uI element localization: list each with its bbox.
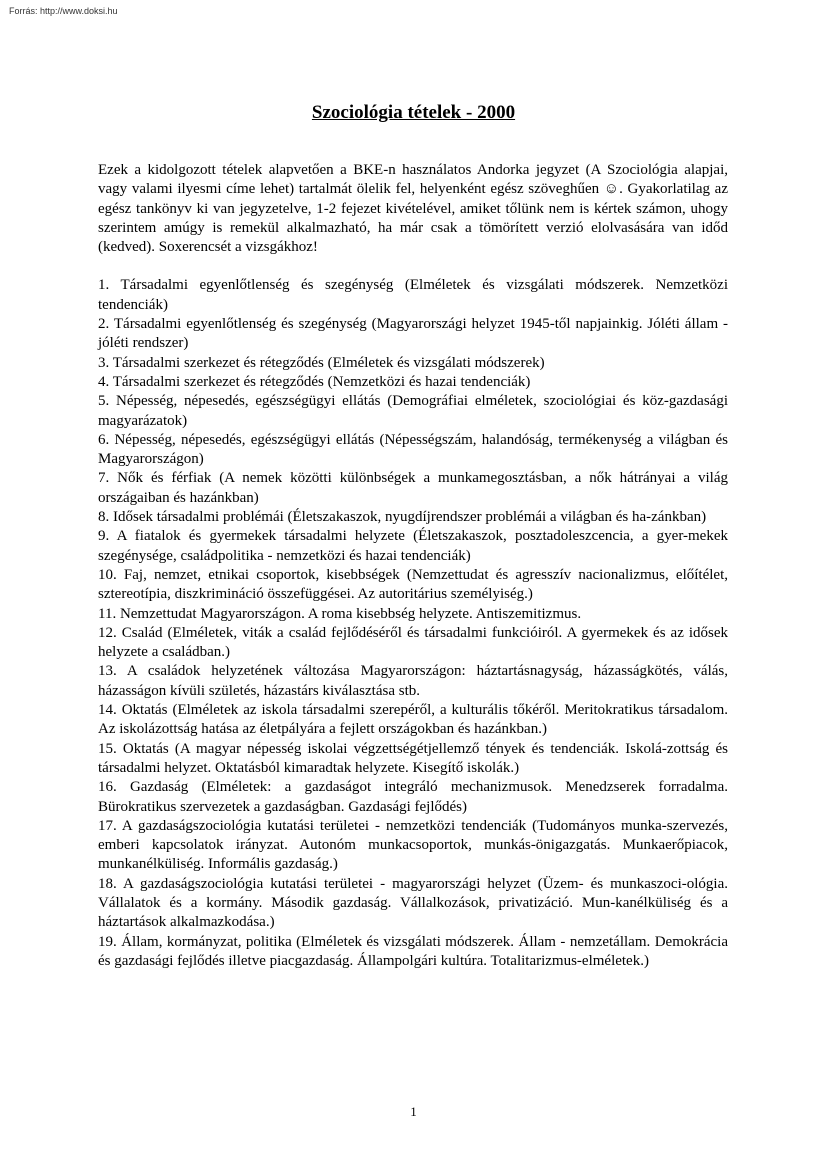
page-title: Szociológia tételek - 2000 [311, 102, 516, 123]
topic-item: 6. Népesség, népesedés, egészségügyi ellátás (Népességszám, halandóság, termékenység a világban és Magyarországon) [98, 431, 728, 468]
topic-item: 16. Gazdaság (Elméletek: a gazdaságot integráló mechanizmusok. Menedzserek forradalma. Bürokratikus szervezetek a gazdaságban. Gazdasági fejlődés) [98, 779, 728, 815]
topic-item: 8. Idősek társadalmi problémái (Életszakaszok, nyugdíjrendszer problémái a világban és ha-zánkban) [98, 509, 707, 526]
topic-item: 2. Társadalmi egyenlőtlenség és szegénység (Magyarországi helyzet 1945-től napjainkig. Jóléti állam - jóléti rendszer) [98, 316, 728, 352]
topic-item: 9. A fiatalok és gyermekek társadalmi helyzete (Életszakaszok, posztadoleszcencia, a gyer-mekek szegénysége, családpolitika - nemzetközi és hazai tendenciák) [98, 528, 728, 564]
source-url: Forrás: http://www.doksi.hu [9, 6, 118, 16]
topic-item: 1. Társadalmi egyenlőtlenség és szegénység (Elméletek és vizsgálati módszerek. Nemzetközi tendenciák) [98, 277, 728, 313]
page-number: 1 [410, 1104, 417, 1119]
topic-item: 4. Társadalmi szerkezet és rétegződés (Nemzetközi és hazai tendenciák) [98, 373, 531, 390]
topic-item: 19. Állam, kormányzat, politika (Elméletek és vizsgálati módszerek. Állam - nemzetállam. Demokrácia és gazdasági fejlődés illetve piacgazdaság. Állampolgári kultúra. Totalitarizmus-elméletek.) [98, 933, 728, 969]
topic-item: 11. Nemzettudat Magyarországon. A roma kisebbség helyzete. Antiszemitizmus. [98, 605, 582, 622]
topic-item: 5. Népesség, népesedés, egészségügyi ellátás (Demográfiai elméletek, szociológiai és köz-gazdasági magyarázatok) [98, 393, 728, 429]
topic-item: 18. A gazdaságszociológia kutatási területei - magyarországi helyzet (Üzem- és munkaszoci-ológia. Vállalatok és a kormány. Második gazdaság. Vállalkozások, privatizáció. Mun-kanélküliség és a háztartások alkalmazkodása.) [98, 875, 728, 931]
topic-item: 10. Faj, nemzet, etnikai csoportok, kisebbségek (Nemzettudat és agresszív nacionalizmus, előítélet, sztereotípia, diszkrimináció összefüggései. Az autoritárius személyiség.) [98, 566, 728, 603]
topic-item: 15. Oktatás (A magyar népesség iskolai végzettségétjellemző tények és tendenciák. Iskolá-zottság és társadalmi helyzet. Oktatásból kimaradtak helyzete. Kisegítő iskolák.) [98, 740, 728, 776]
topic-item: 13. A családok helyzetének változása Magyarországon: háztartásnagyság, házasságkötés, válás, házasságon kívüli születés, házastárs kiválasztása stb. [98, 663, 728, 699]
topic-item: 3. Társadalmi szerkezet és rétegződés (Elméletek és vizsgálati módszerek) [98, 354, 545, 371]
topic-item: 7. Nők és férfiak (A nemek közötti különbségek a munkamegosztásban, a nők hátrányai a világ országaiban és hazánkban) [98, 470, 728, 506]
topic-item: 17. A gazdaságszociológia kutatási területei - nemzetközi tendenciák (Tudományos munka-szervezés, emberi kapcsolatok irányzat. Autonóm munkacsoportok, munkás-önigazgatás. Munkaerőpiacok, munkanélküliség. Informális gazdaság.) [98, 817, 728, 873]
topic-item: 12. Család (Elméletek, viták a család fejlődéséről és társadalmi funkcióiról. A gyermekek és az idősek helyzete a családban.) [98, 624, 728, 661]
intro-paragraph: Ezek a kidolgozott tételek alapvetően a BKE-n használatos Andorka jegyzet (A Szociológia alapjai, vagy valami ilyesmi címe lehet) tartalmát ölelik fel, helyenként egész szöveghűen ☺. Gyakorlatilag az egész tankönyv ki van jegyzetelve, 1-2 fejezet kivételével, amiket tőlünk nem is kértek számon, uhogy szerintem amúgy is remekül alkalmazható, ha már csak a tömörített verzió elolvasására van időd (kedved). Soxerencsét a vizsgákhoz! [98, 162, 728, 256]
document-body [98, 161, 728, 971]
topic-list [98, 276, 728, 971]
topic-item: 14. Oktatás (Elméletek az iskola társadalmi szerepéről, a kulturális tőkéről. Meritokratikus társadalom. Az iskolázottság hatása az életpályára a fejlett országokban és hazánkban.) [98, 702, 728, 738]
